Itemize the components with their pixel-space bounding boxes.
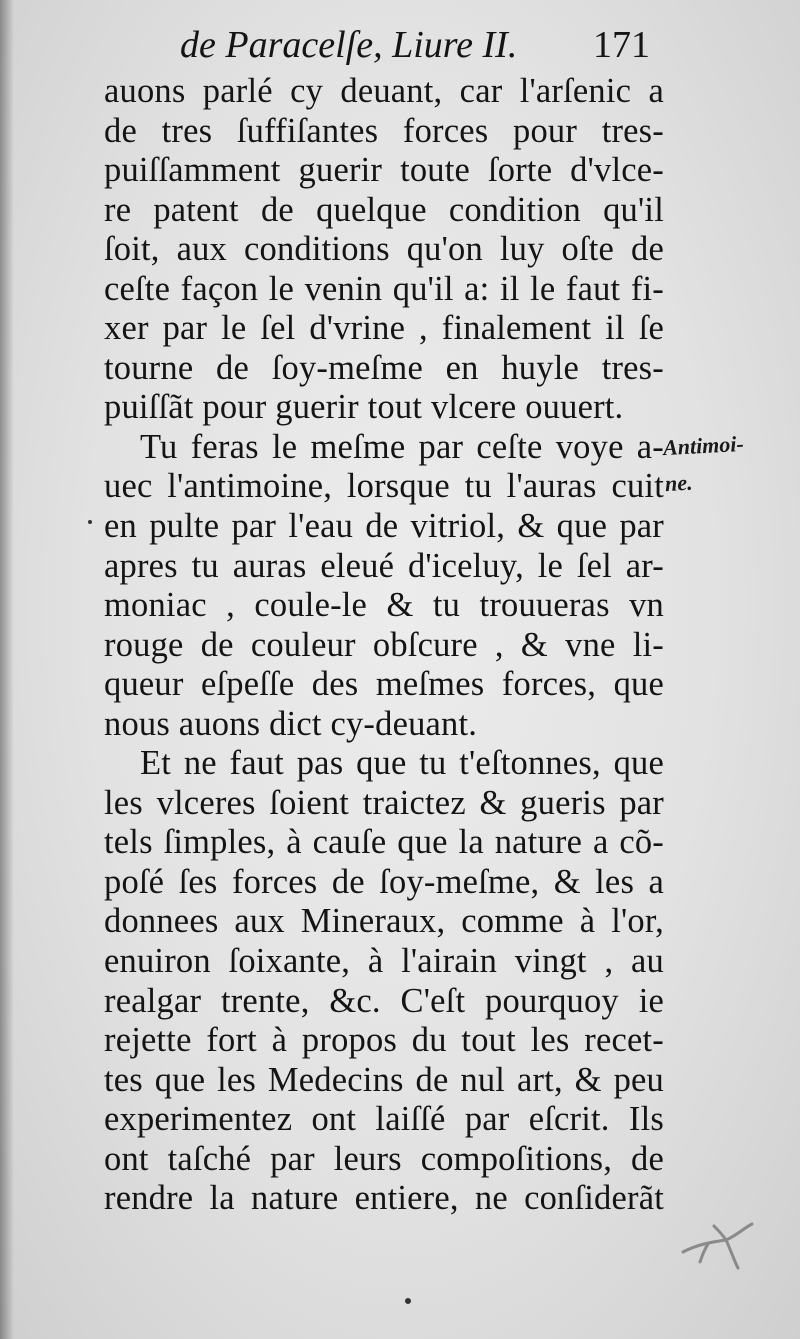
paper-speck (88, 520, 92, 524)
text-line: ont taſché par leurs compoſitions, de (104, 1139, 664, 1178)
text-line: xer par le ſel d'vrine , finalement il ſe (104, 309, 664, 348)
text-line: tels ſimples, à cauſe que la nature a cõ- (104, 823, 664, 862)
text-line: rejette fort à propos du tout les recet- (104, 1021, 664, 1060)
text-line: rouge de couleur obſcure , & vne li- (104, 625, 664, 664)
text-line: ſoit, aux conditions qu'on luy oſte de (104, 230, 664, 269)
marginal-note (662, 426, 746, 502)
text-line: poſé ſes forces de ſoy-meſme, & les a (104, 862, 664, 901)
text-line: moniac , coule-le & tu trouueras vn (104, 586, 664, 625)
text-line: tes que les Medecins de nul art, & peu (104, 1060, 664, 1099)
marginal-note-line: ne. (664, 469, 694, 497)
text-line: enuiron ſoixante, à l'airain vingt , au (104, 942, 664, 981)
body-text (104, 72, 664, 1219)
text-line: les vlceres ſoient traictez & gueris par (104, 783, 664, 822)
gutter-shadow (0, 0, 14, 1339)
text-line: en pulte par l'eau de vitriol, & que par (104, 507, 664, 546)
text-line: de tres ſuffiſantes forces pour tres- (104, 111, 664, 150)
text-line: Et ne faut pas que tu t'eſtonnes, que (140, 744, 664, 783)
text-line: Tu feras le meſme par ceſte voye a- (140, 427, 664, 466)
text-line: ceſte façon le venin qu'il a: il le faut fi- (104, 269, 664, 308)
text-line: auons parlé cy deuant, car l'arſenic a (104, 72, 664, 110)
running-head-title: de Paracelſe, Liure II. (180, 24, 518, 66)
text-line: uec l'antimoine, lorsque tu l'auras cuit (104, 467, 664, 506)
ink-stain-mark (678, 1214, 768, 1274)
text-line: realgar trente, &c. C'eſt pourquoy ie (104, 981, 664, 1020)
text-line: tourne de ſoy-meſme en huyle tres- (104, 348, 664, 387)
marginal-note-line: Antimoi- (662, 430, 745, 461)
text-line: donnees aux Mineraux, comme à l'or, (104, 902, 664, 941)
page-number: 171 (593, 24, 650, 66)
text-line: rendre la nature entiere, ne conſiderãt (104, 1179, 664, 1218)
text-line: queur eſpeſſe des meſmes forces, que (104, 665, 664, 704)
paper-speck (405, 1298, 411, 1304)
text-line: puiſſamment guerir toute ſorte d'vlce- (104, 151, 664, 190)
text-line: re patent de quelque condition qu'il (104, 190, 664, 229)
text-line: experimentez ont laiſſé par eſcrit. Ils (104, 1100, 664, 1139)
text-line: nous auons dict cy-deuant. (104, 704, 478, 743)
running-head (180, 20, 650, 70)
text-line: puiſſãt pour guerir tout vlcere ouuert. (104, 388, 624, 427)
text-line: apres tu auras eleué d'iceluy, le ſel ar- (104, 546, 664, 585)
